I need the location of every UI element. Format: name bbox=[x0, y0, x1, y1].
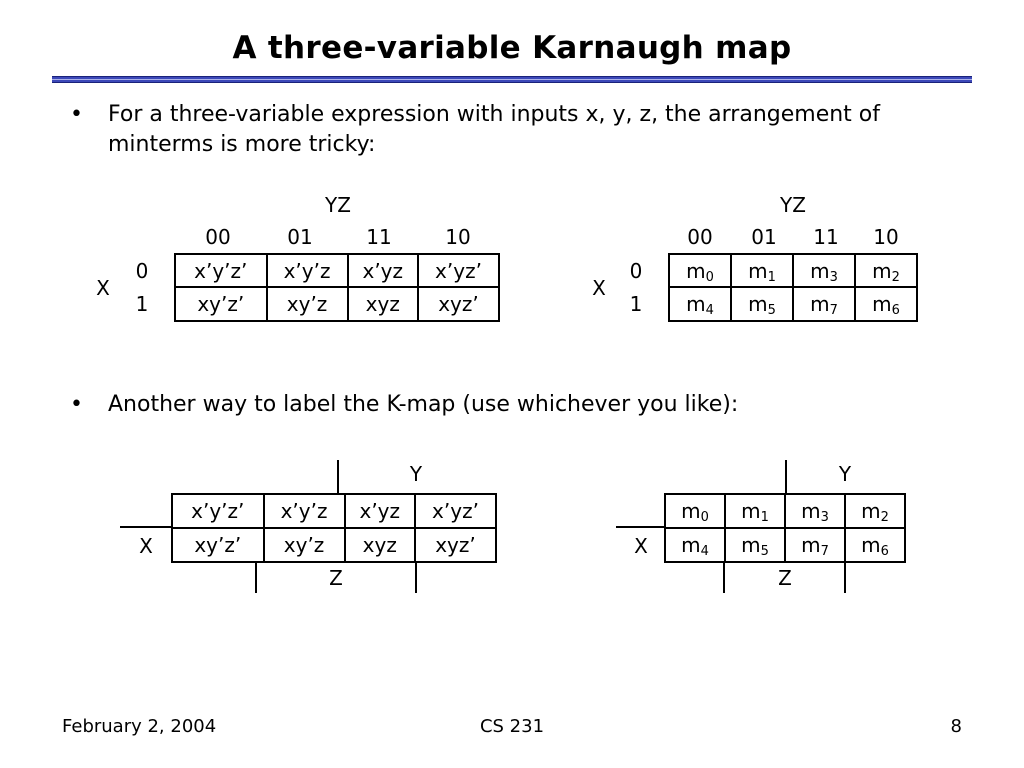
map3-z-bracket-right bbox=[415, 561, 417, 593]
map1-row-header-0: 0 bbox=[135, 259, 149, 283]
map1-cell: xy’z bbox=[267, 287, 348, 321]
map3-cell: xyz’ bbox=[415, 528, 496, 562]
map4-x-bracket bbox=[616, 526, 665, 528]
map2-cell-m3: $m_3$ bbox=[793, 254, 855, 287]
map2-cell-m5: $m_5$ bbox=[731, 287, 793, 321]
map1-col-header-3: 10 bbox=[445, 225, 471, 249]
map1-cell: x’yz’ bbox=[418, 254, 499, 287]
bullet-text-1: For a three-variable expression with inputs x, y, z, the arrangement of minterms is more tricky: bbox=[108, 102, 880, 157]
map1-cell: x’y’z’ bbox=[175, 254, 267, 287]
map2-row-header-0: 0 bbox=[629, 259, 643, 283]
map2-col-var-label: YZ bbox=[780, 193, 806, 217]
map3-cell: xyz bbox=[345, 528, 415, 562]
bullet-marker-1: • bbox=[70, 102, 83, 127]
map1-cell: xyz bbox=[348, 287, 418, 321]
map4-x-label: X bbox=[634, 534, 648, 558]
footer-page-number: 8 bbox=[950, 716, 962, 737]
map4-y-label: Y bbox=[838, 462, 852, 486]
map4-cell-m0: $m_0$ bbox=[665, 494, 725, 528]
map3-cell: xy’z bbox=[264, 528, 345, 562]
map3-cell: x’yz’ bbox=[415, 494, 496, 528]
map1-row-var-label: X bbox=[96, 276, 110, 300]
map1-col-var-label: YZ bbox=[325, 193, 351, 217]
map1-cell: x’y’z bbox=[267, 254, 348, 287]
map1-grid bbox=[174, 253, 500, 322]
map3-cell: xy’z’ bbox=[172, 528, 264, 562]
map4-z-bracket-left bbox=[723, 561, 725, 593]
map4-cell-m5: $m_5$ bbox=[725, 528, 785, 562]
map4-cell-m7: $m_7$ bbox=[785, 528, 845, 562]
map1-cell: xyz’ bbox=[418, 287, 499, 321]
map3-x-bracket bbox=[120, 526, 173, 528]
map1-col-header-0: 00 bbox=[205, 225, 231, 249]
map4-cell-m6: $m_6$ bbox=[845, 528, 905, 562]
map2-cell-m1: $m_1$ bbox=[731, 254, 793, 287]
map2-col-header-1: 01 bbox=[751, 225, 777, 249]
footer-date: February 2, 2004 bbox=[62, 716, 217, 737]
map4-z-label: Z bbox=[778, 566, 792, 590]
map3-y-bracket bbox=[337, 460, 339, 493]
map4-cell-m3: $m_3$ bbox=[785, 494, 845, 528]
map4-grid bbox=[664, 493, 906, 563]
map2-cell-m7: $m_7$ bbox=[793, 287, 855, 321]
map3-cell: x’y’z’ bbox=[172, 494, 264, 528]
map3-x-label: X bbox=[139, 534, 153, 558]
map4-cell-m4: $m_4$ bbox=[665, 528, 725, 562]
map2-row-var-label: X bbox=[592, 276, 606, 300]
map2-row-header-1: 1 bbox=[629, 292, 643, 316]
map2-col-header-2: 11 bbox=[813, 225, 839, 249]
map1-col-header-2: 11 bbox=[366, 225, 392, 249]
map3-z-label: Z bbox=[329, 566, 343, 590]
map2-col-header-0: 00 bbox=[687, 225, 713, 249]
map2-cell-m4: $m_4$ bbox=[669, 287, 731, 321]
map1-cell: x’yz bbox=[348, 254, 418, 287]
map2-grid bbox=[668, 253, 918, 322]
map1-row-header-1: 1 bbox=[135, 292, 149, 316]
slide-title: A three-variable Karnaugh map bbox=[232, 30, 792, 66]
map3-y-label: Y bbox=[409, 462, 423, 486]
map2-cell-m0: $m_0$ bbox=[669, 254, 731, 287]
map1-col-header-1: 01 bbox=[287, 225, 313, 249]
map4-cell-m2: $m_2$ bbox=[845, 494, 905, 528]
map2-cell-m2: $m_2$ bbox=[855, 254, 917, 287]
map2-cell-m6: $m_6$ bbox=[855, 287, 917, 321]
bullet-text-2: Another way to label the K-map (use whichever you like): bbox=[108, 392, 739, 417]
footer-course: CS 231 bbox=[479, 716, 545, 737]
map2-col-header-3: 10 bbox=[873, 225, 899, 249]
bullet-marker-2: • bbox=[70, 392, 83, 417]
map4-y-bracket bbox=[785, 460, 787, 493]
map3-cell: x’yz bbox=[345, 494, 415, 528]
map3-grid bbox=[171, 493, 497, 563]
map3-cell: x’y’z bbox=[264, 494, 345, 528]
map4-cell-m1: $m_1$ bbox=[725, 494, 785, 528]
title-divider bbox=[52, 76, 972, 83]
map4-z-bracket-right bbox=[844, 561, 846, 593]
map3-z-bracket-left bbox=[255, 561, 257, 593]
map1-cell: xy’z’ bbox=[175, 287, 267, 321]
